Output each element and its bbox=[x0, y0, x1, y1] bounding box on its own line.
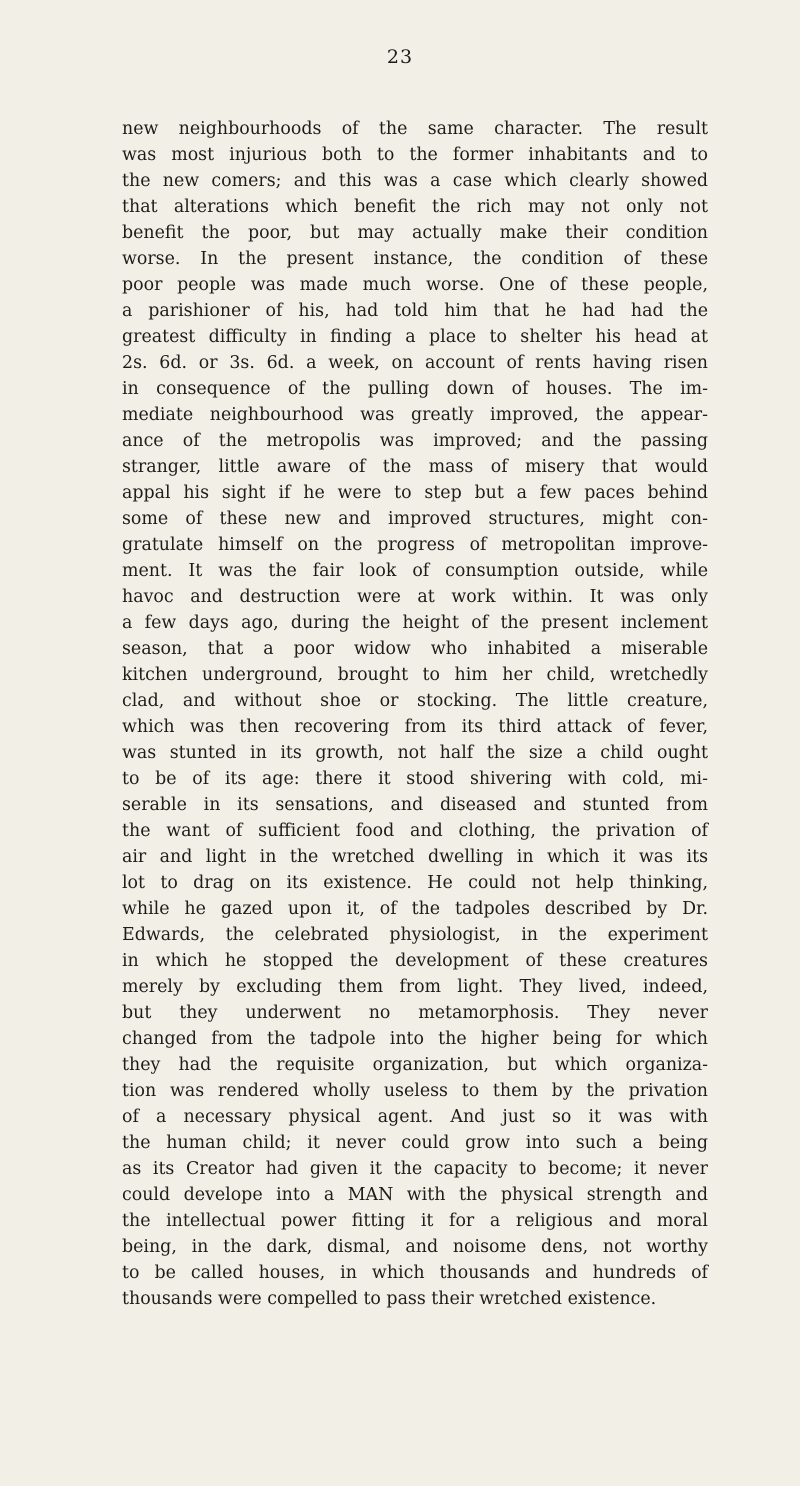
text-line: serable in its sensations, and diseased and stunted from bbox=[122, 795, 708, 815]
text-line: tion was rendered wholly useless to them by the privation bbox=[122, 1081, 708, 1101]
text-line: some of these new and improved structures, might con- bbox=[122, 509, 708, 529]
text-line: that alterations which benefit the rich may not only not bbox=[122, 197, 708, 217]
text-line: as its Creator had given it the capacity to become; it never bbox=[122, 1159, 708, 1179]
text-line: ance of the metropolis was improved; and the passing bbox=[122, 431, 708, 451]
text-line: was stunted in its growth, not half the size a child ought bbox=[122, 743, 708, 763]
text-line: but they underwent no metamorphosis. They never bbox=[122, 1003, 708, 1023]
text-line: the new comers; and this was a case which clearly showed bbox=[122, 171, 708, 191]
text-line: worse. In the present instance, the condition of these bbox=[122, 249, 708, 269]
text-line: changed from the tadpole into the higher being for which bbox=[122, 1029, 708, 1049]
text-line: while he gazed upon it, of the tadpoles described by Dr. bbox=[122, 899, 708, 919]
text-line: to be of its age: there it stood shivering with cold, mi- bbox=[122, 769, 708, 789]
text-line: merely by excluding them from light. They lived, indeed, bbox=[122, 977, 708, 997]
text-line: being, in the dark, dismal, and noisome dens, not worthy bbox=[122, 1237, 708, 1257]
body-text bbox=[122, 116, 708, 1312]
text-line: to be called houses, in which thousands and hundreds of bbox=[122, 1263, 708, 1283]
text-line: kitchen underground, brought to him her child, wretchedly bbox=[122, 665, 708, 685]
text-line: clad, and without shoe or stocking. The little creature, bbox=[122, 691, 708, 711]
text-line: air and light in the wretched dwelling in which it was its bbox=[122, 847, 708, 867]
text-line: a few days ago, during the height of the present inclement bbox=[122, 613, 708, 633]
text-line: thousands were compelled to pass their wretched existence. bbox=[122, 1289, 657, 1309]
text-line: a parishioner of his, had told him that he had had the bbox=[122, 301, 708, 321]
text-line: stranger, little aware of the mass of misery that would bbox=[122, 457, 708, 477]
text-line: appal his sight if he were to step but a few paces behind bbox=[122, 483, 708, 503]
text-line: the want of sufficient food and clothing, the privation of bbox=[122, 821, 708, 841]
text-line: Edwards, the celebrated physiologist, in the experiment bbox=[122, 925, 708, 945]
text-line: season, that a poor widow who inhabited a miserable bbox=[122, 639, 708, 659]
text-line: they had the requisite organization, but which organiza- bbox=[122, 1055, 708, 1075]
text-line: which was then recovering from its third attack of fever, bbox=[122, 717, 708, 737]
text-line: havoc and destruction were at work within. It was only bbox=[122, 587, 708, 607]
text-line: mediate neighbourhood was greatly improved, the appear- bbox=[122, 405, 708, 425]
text-line: the intellectual power fitting it for a religious and moral bbox=[122, 1211, 708, 1231]
text-line: 2s. 6d. or 3s. 6d. a week, on account of rents having risen bbox=[122, 353, 708, 373]
text-line: gratulate himself on the progress of metropolitan improve- bbox=[122, 535, 708, 555]
text-line: poor people was made much worse. One of these people, bbox=[122, 275, 708, 295]
text-line: benefit the poor, but may actually make their condition bbox=[122, 223, 708, 243]
text-line: could develope into a MAN with the physical strength and bbox=[122, 1185, 708, 1205]
text-line: ment. It was the fair look of consumption outside, while bbox=[122, 561, 708, 581]
text-line: lot to drag on its existence. He could not help thinking, bbox=[122, 873, 708, 893]
page-number: 23 bbox=[386, 46, 414, 68]
text-line: was most injurious both to the former inhabitants and to bbox=[122, 145, 708, 165]
text-line: new neighbourhoods of the same character. The result bbox=[122, 119, 708, 139]
text-line: the human child; it never could grow into such a being bbox=[122, 1133, 708, 1153]
text-line: in which he stopped the development of these creatures bbox=[122, 951, 708, 971]
text-line: in consequence of the pulling down of houses. The im- bbox=[122, 379, 708, 399]
text-line: of a necessary physical agent. And just so it was with bbox=[122, 1107, 708, 1127]
text-line: greatest difficulty in finding a place to shelter his head at bbox=[122, 327, 708, 347]
